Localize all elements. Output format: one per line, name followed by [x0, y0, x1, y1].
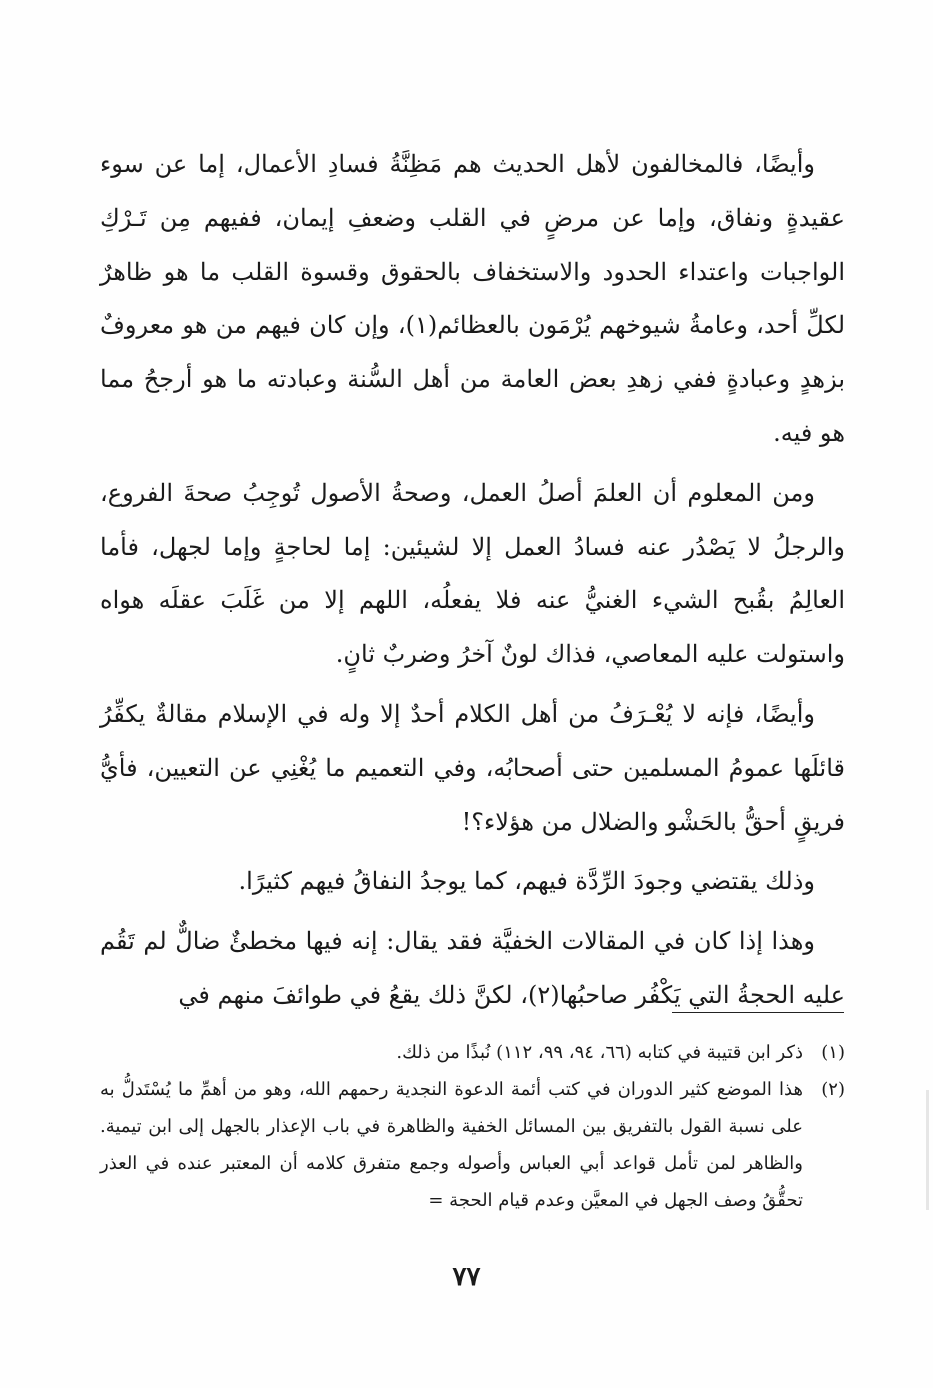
page-number: ٧٧ — [452, 1262, 481, 1292]
footnote-1-number: (١) — [821, 1042, 845, 1063]
footnotes-section — [100, 1034, 845, 1219]
body-paragraph-4: وذلك يقتضي وجودَ الرِّدَّة فيهم، كما يوجدُ النفاقُ فيهم كثيرًا. — [238, 867, 815, 896]
body-paragraph-2: ومن المعلوم أن العلمَ أصلُ العمل، وصحةُ الأصول تُوجِبُ صحةَ الفروع، والرجلُ لا يَصْدُر عنه فسادُ العمل إلا لشيئين: إما لحاجةٍ وإما لجهل، فأما العالِمُ بقُبح الشيء الغنيُّ عنه فلا يفعلُه، اللهم إلا من غَلَبَ عقلَه هواه واستولت عليه المعاصي، فذاك لونٌ آخرُ وضربٌ ثانٍ. — [100, 478, 845, 669]
body-paragraph-3: وأيضًا، فإنه لا يُعْـرَفُ من أهل الكلام أحدٌ إلا وله في الإسلام مقالةٌ يكفِّرُ قائلَها عمومُ المسلمين حتى أصحابُه، وفي التعميم ما يُغْنِي عن التعيين، فأيُّ فريقٍ أحقُّ بالحَشْو والضلال من هؤلاء؟! — [100, 699, 845, 836]
footnote-1-text: ذكر ابن قتيبة في كتابه (٦٦، ٩٤، ٩٩، ١١٢) نُبذًا من ذلك. — [396, 1042, 803, 1063]
scan-edge-shadow — [926, 1090, 929, 1210]
footnote-separator — [672, 1012, 844, 1013]
body-paragraph-1: وأيضًا، فالمخالفون لأهل الحديث هم مَظِنَّةُ فسادِ الأعمال، إما عن سوء عقيدةٍ ونفاق، وإما عن مرضٍ في القلب وضعفِ إيمان، ففيهم مِن تَـرْكِ الواجبات واعتداء الحدود والاستخفاف بالحقوق وقسوة القلب ما هو ظاهرٌ لكلِّ أحد، وعامةُ شيوخهم يُرْمَون بالعظائم(١)، وإن كان فيهم من هو معروفٌ بزهدٍ وعبادةٍ ففي زهدِ بعض العامة من أهل السُّنة وعبادته ما هو أرجحُ مما هو فيه. — [100, 150, 846, 447]
footnote-2-text: هذا الموضع كثير الدوران في كتب أئمة الدعوة النجدية رحمهم الله، وهو من أهمِّ ما يُسْتَدلُّ به على نسبة القول بالتفريق بين المسائل الخفية والظاهرة في باب الإعذار بالجهل إلى ابن تيمية. والظاهر لمن تأمل قواعد أبي العباس وأصوله وجمع متفرق كلامه أن المعتبر عنده في العذر تحقُّقُ وصف الجهل في المعيَّن وعدم قيام الحجة = — [100, 1079, 803, 1211]
footnote-1 — [100, 1034, 845, 1071]
footnote-2 — [100, 1071, 845, 1219]
main-body-text — [100, 138, 845, 1029]
body-paragraph-5: وهذا إذا كان في المقالات الخفيَّة فقد يقال: إنه فيها مخطئٌ ضالٌّ لم تَقُم عليه الحجةُ التي يَكْفُر صاحبُها(٢)، لكنَّ ذلك يقعُ في طوائفَ منهم في — [100, 927, 845, 1009]
footnote-2-number: (٢) — [821, 1079, 845, 1100]
